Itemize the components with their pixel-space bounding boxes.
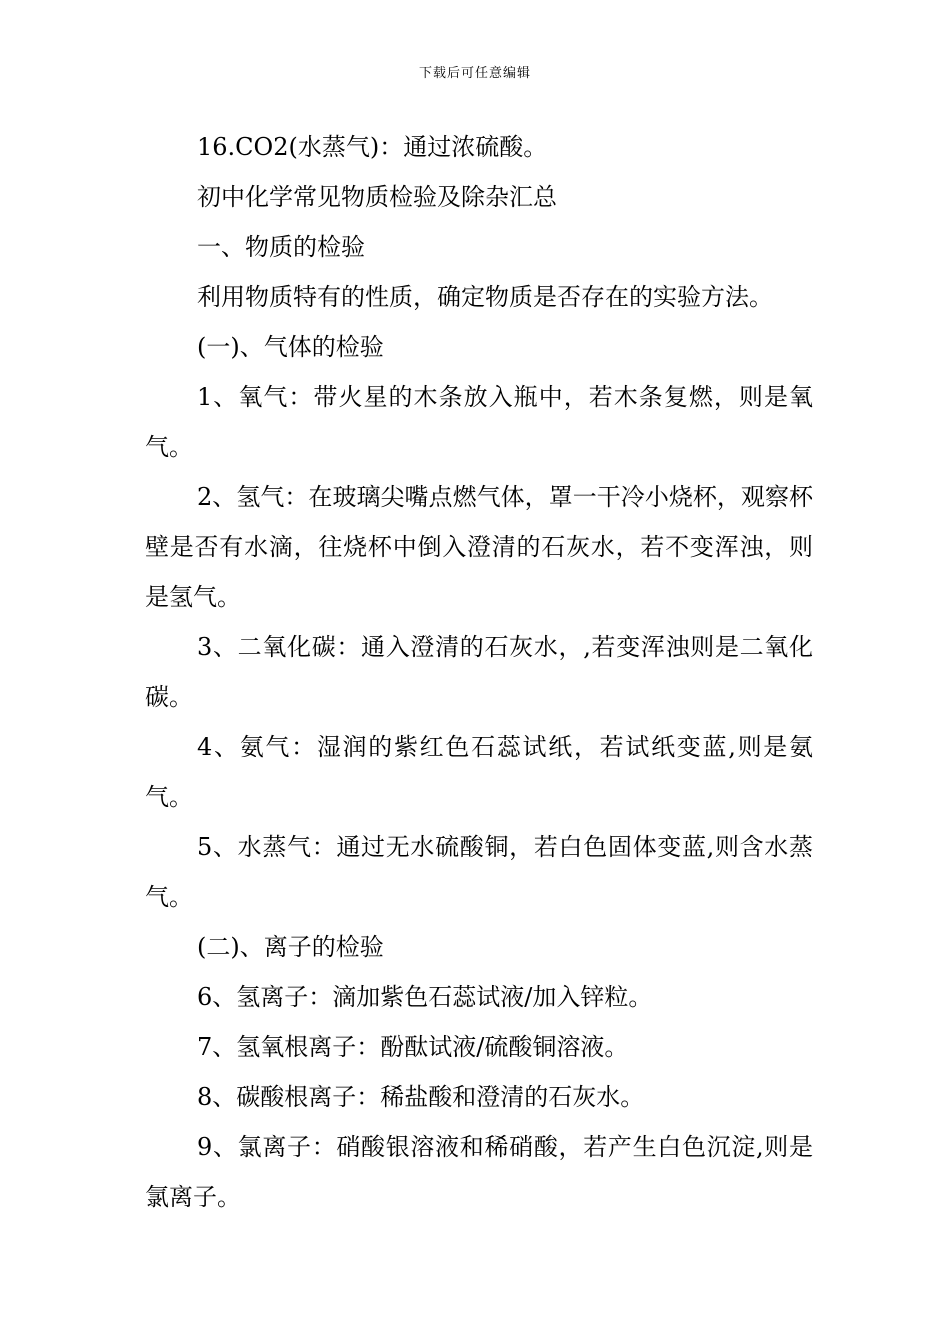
document-title: 初中化学常见物质检验及除杂汇总 bbox=[197, 183, 557, 211]
list-item-ammonia: 4、氨气：湿润的紫红色石蕊试纸，若试纸变蓝,则是氨气。 bbox=[145, 733, 813, 811]
section-heading-substance-test: 一、物质的检验 bbox=[197, 233, 365, 261]
paragraph-definition: 利用物质特有的性质，确定物质是否存在的实验方法。 bbox=[197, 283, 773, 311]
list-item-water-vapor: 5、水蒸气：通过无水硫酸铜，若白色固体变蓝,则含水蒸气。 bbox=[145, 833, 813, 911]
list-item-carbonate-ion: 8、碳酸根离子：稀盐酸和澄清的石灰水。 bbox=[197, 1083, 645, 1111]
paragraph-co2-drying: 16.CO2(水蒸气)：通过浓硫酸。 bbox=[197, 133, 548, 161]
document-body bbox=[145, 122, 813, 1222]
list-item-chloride-ion: 9、氯离子：硝酸银溶液和稀硝酸，若产生白色沉淀,则是氯离子。 bbox=[145, 1133, 813, 1211]
list-item-hydrogen: 2、氢气：在玻璃尖嘴点燃气体，罩一干冷小烧杯，观察杯壁是否有水滴，往烧杯中倒入澄清的石灰水，若不变浑浊，则是氢气。 bbox=[145, 483, 813, 611]
subsection-heading-ion-test: (二)、离子的检验 bbox=[197, 933, 384, 961]
page-header: 下载后可任意编辑 bbox=[418, 66, 531, 81]
subsection-heading-gas-test: (一)、气体的检验 bbox=[197, 333, 384, 361]
list-item-hydrogen-ion: 6、氢离子：滴加紫色石蕊试液/加入锌粒。 bbox=[197, 983, 653, 1011]
list-item-carbon-dioxide: 3、二氧化碳：通入澄清的石灰水，,若变浑浊则是二氧化碳。 bbox=[145, 633, 813, 711]
list-item-hydroxide-ion: 7、氢氧根离子：酚酞试液/硫酸铜溶液。 bbox=[197, 1033, 629, 1061]
list-item-oxygen: 1、氧气：带火星的木条放入瓶中，若木条复燃，则是氧气。 bbox=[145, 383, 813, 461]
